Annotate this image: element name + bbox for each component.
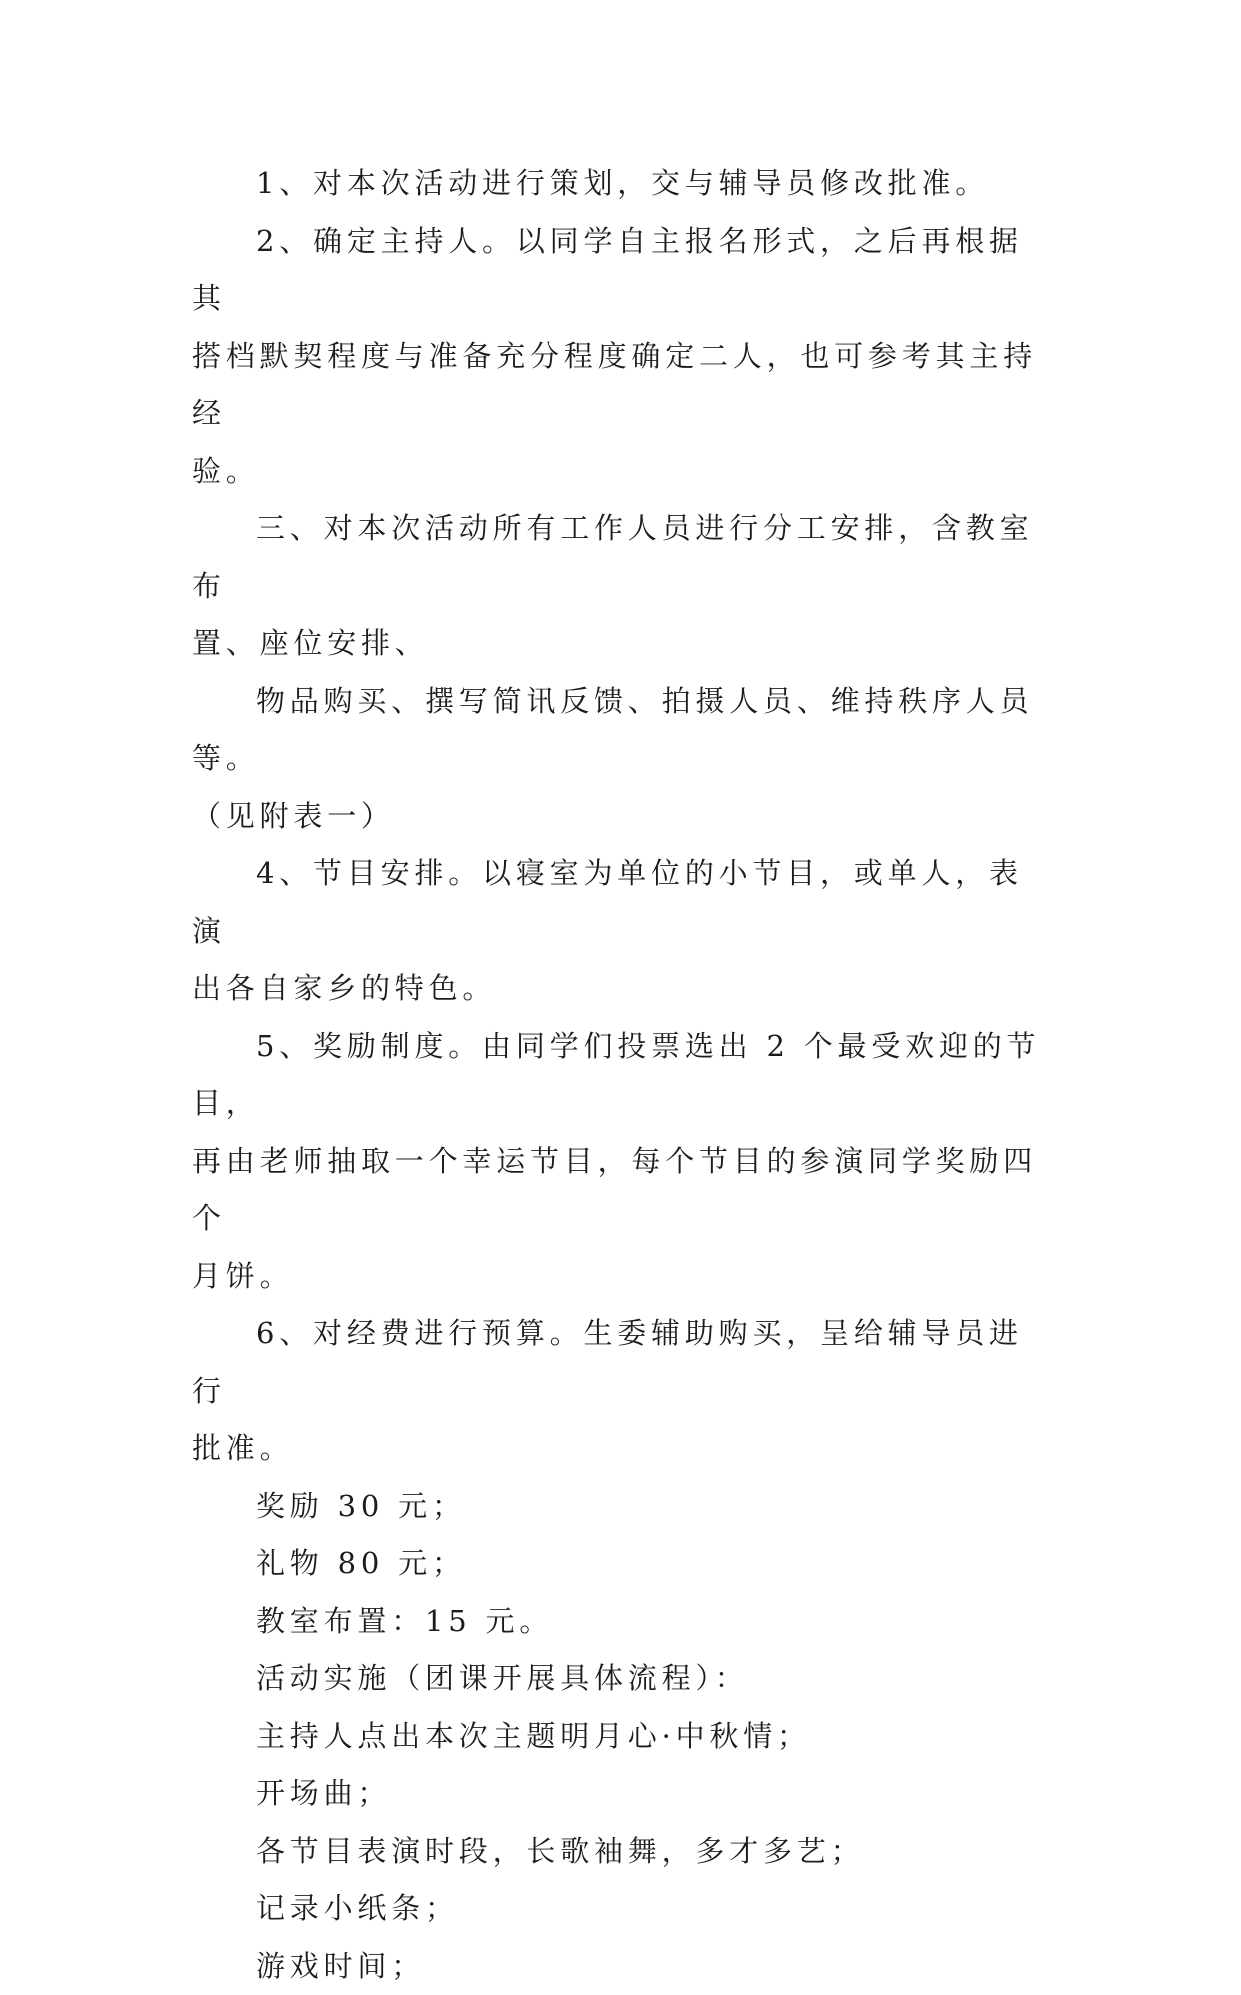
paragraph-1 <box>192 155 1052 213</box>
paragraph-2 <box>192 213 1052 501</box>
paragraph-10 <box>192 1593 1052 1651</box>
line: 活动实施（团课开展具体流程）： <box>256 1661 749 1695</box>
paragraph-4 <box>192 673 1052 846</box>
paragraph-6 <box>192 1018 1052 1306</box>
line: 置、座位安排、 <box>192 626 429 660</box>
line: 5、奖励制度。由同学们投票选出 2 个最受欢迎的节目， <box>192 1029 1040 1121</box>
line: 三、对本次活动所有工作人员进行分工安排，含教室布 <box>192 511 1033 603</box>
line: 主持人点出本次主题明月心·中秋情； <box>256 1719 811 1753</box>
line: 物品购买、撰写简讯反馈、拍摄人员、维持秩序人员等。 <box>192 684 1033 776</box>
line: 4、节目安排。以寝室为单位的小节目，或单人，表演 <box>192 856 1023 948</box>
paragraph-3 <box>192 500 1052 673</box>
line: 搭档默契程度与准备充分程度确定二人，也可参考其主持经 <box>192 339 1037 431</box>
line: 各节目表演时段，长歌袖舞，多才多艺； <box>256 1834 864 1868</box>
paragraph-14 <box>192 1823 1052 1881</box>
line: 记录小纸条； <box>256 1891 459 1925</box>
paragraph-7 <box>192 1305 1052 1478</box>
paragraph-12 <box>192 1708 1052 1766</box>
line: 月饼。 <box>192 1259 293 1293</box>
paragraph-9 <box>192 1535 1052 1593</box>
line: 再由老师抽取一个幸运节目，每个节目的参演同学奖励四个 <box>192 1144 1037 1236</box>
line: 游戏时间； <box>256 1949 425 1983</box>
line: 开场曲； <box>256 1776 391 1810</box>
line: 验。 <box>192 454 260 488</box>
line: 2、确定主持人。以同学自主报名形式，之后再根据其 <box>192 224 1023 316</box>
paragraph-15 <box>192 1880 1052 1938</box>
line: 出各自家乡的特色。 <box>192 971 496 1005</box>
line: 6、对经费进行预算。生委辅助购买，呈给辅导员进行 <box>192 1316 1023 1408</box>
paragraph-8 <box>192 1478 1052 1536</box>
line: 批准。 <box>192 1431 293 1465</box>
document-body <box>192 155 1052 1995</box>
paragraph-16 <box>192 1938 1052 1995</box>
line: （见附表一） <box>192 799 395 833</box>
paragraph-11 <box>192 1650 1052 1708</box>
line: 礼物 80 元； <box>256 1546 466 1580</box>
paragraph-5 <box>192 845 1052 1018</box>
line: 奖励 30 元； <box>256 1489 466 1523</box>
line: 1、对本次活动进行策划，交与辅导员修改批准。 <box>256 166 989 200</box>
line: 教室布置：15 元。 <box>256 1604 553 1638</box>
paragraph-13 <box>192 1765 1052 1823</box>
